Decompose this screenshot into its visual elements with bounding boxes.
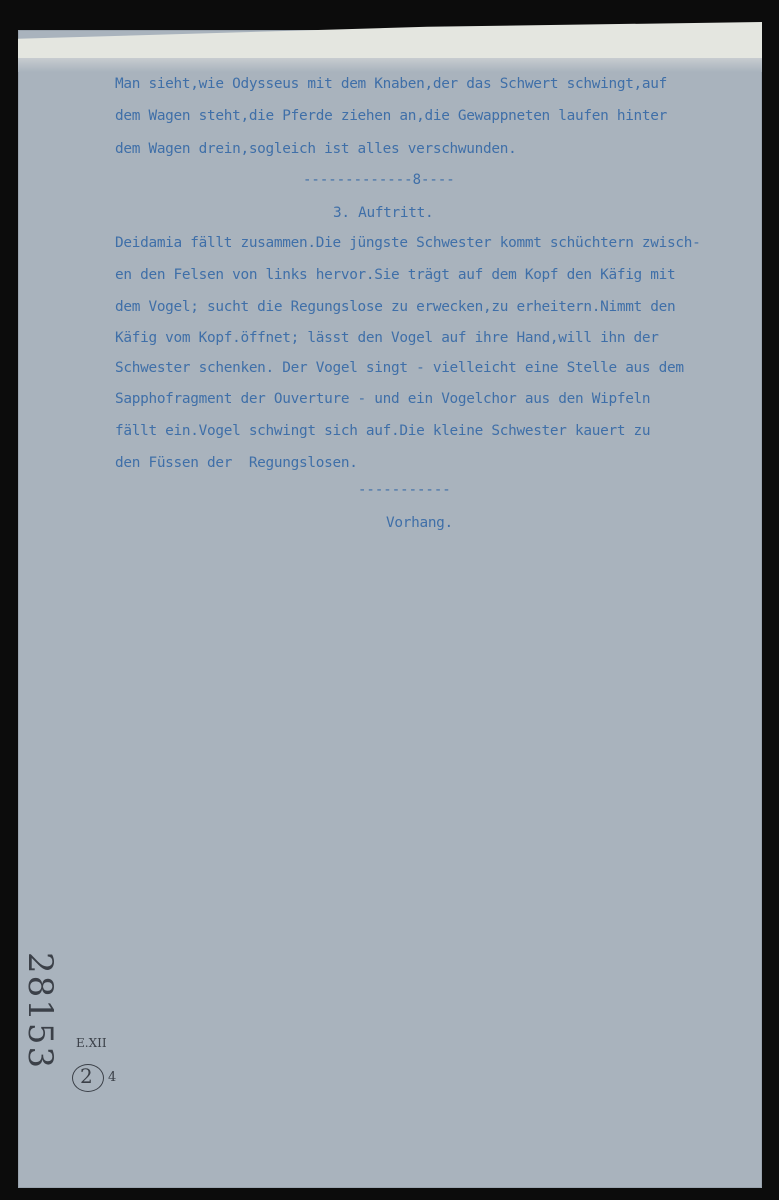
text-line: Schwester schenken. Der Vogel singt - vielleicht eine Stelle aus dem	[115, 360, 684, 376]
page-mark: 2	[80, 1064, 93, 1088]
scene-heading: 3. Auftritt.	[333, 205, 434, 221]
separator-line: -----------	[358, 482, 451, 498]
text-line: dem Vogel; sucht die Regungslose zu erwecken,zu erheitern.Nimmt den	[115, 299, 676, 315]
text-line: Deidamia fällt zusammen.Die jüngste Schwester kommt schüchtern zwisch-	[115, 235, 701, 251]
shelf-mark: E.XII	[76, 1036, 107, 1050]
archive-number: 28153	[20, 952, 60, 1071]
text-line: Sapphofragment der Ouverture - und ein Vogelchor aus den Wipfeln	[115, 391, 651, 407]
text-line: Käfig vom Kopf.öffnet; lässt den Vogel auf ihre Hand,will ihn der	[115, 330, 659, 346]
paper-sheet	[18, 30, 762, 1188]
text-line: den Füssen der Regungslosen.	[115, 455, 358, 471]
text-line: en den Felsen von links hervor.Sie trägt auf dem Kopf den Käfig mit	[115, 267, 676, 283]
text-line: dem Wagen steht,die Pferde ziehen an,die Gewappneten laufen hinter	[115, 108, 668, 124]
text-line: Man sieht,wie Odysseus mit dem Knaben,der das Schwert schwingt,auf	[115, 76, 668, 92]
text-line: dem Wagen drein,sogleich ist alles verschwunden.	[115, 141, 517, 157]
closing-line: Vorhang.	[386, 515, 453, 531]
text-line: fällt ein.Vogel schwingt sich auf.Die kleine Schwester kauert zu	[115, 423, 651, 439]
strip-shadow	[18, 58, 762, 72]
separator-line: -------------8----	[303, 172, 455, 188]
page-mark-suffix: 4	[108, 1070, 117, 1085]
